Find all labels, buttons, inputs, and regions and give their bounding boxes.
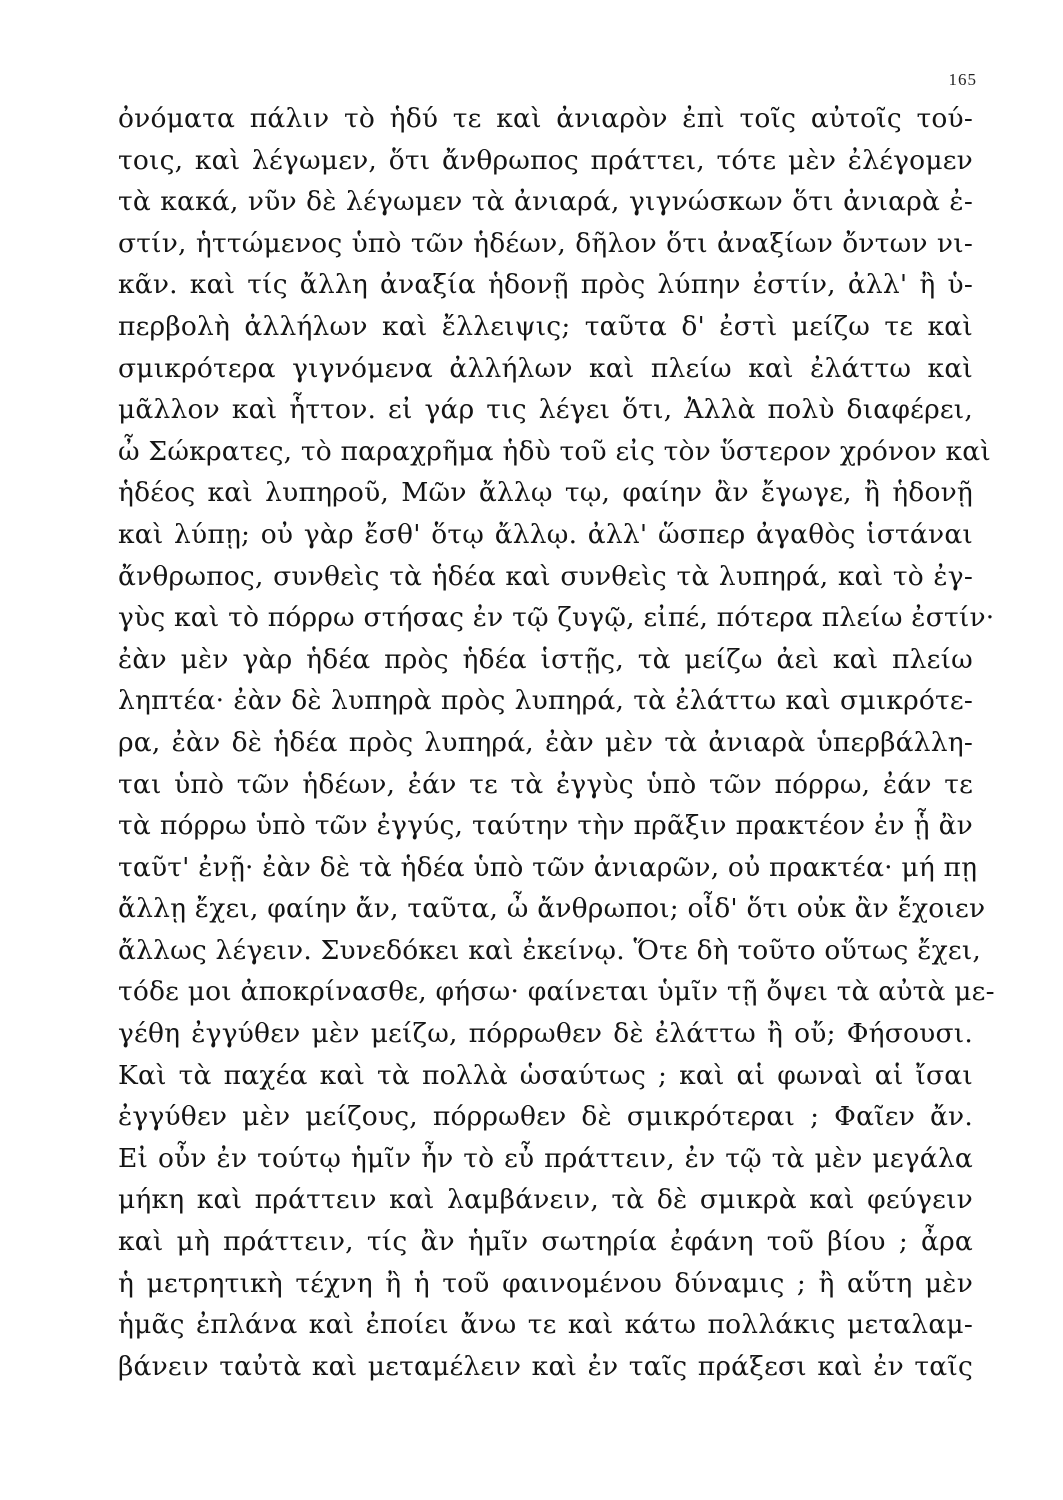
text-line: κᾶν. καὶ τίς ἄλλη ἀναξία ἡδονῇ πρὸς λύπην ἐστίν, ἀλλ' ἢ ὑ-: [118, 269, 973, 301]
text-line: γέθη ἐγγύθεν μὲν μείζω, πόρρωθεν δὲ ἐλάττω ἢ οὔ; Φήσουσι.: [118, 1018, 973, 1050]
text-line: τοις, καὶ λέγωμεν, ὅτι ἄνθρωπος πράττει, τότε μὲν ἐλέγομεν: [118, 144, 973, 176]
text-line: Καὶ τὰ παχέα καὶ τὰ πολλὰ ὡσαύτως ; καὶ αἱ φωναὶ αἱ ἴσαι: [118, 1059, 973, 1091]
text-line: ἄλλως λέγειν. Συνεδόκει καὶ ἐκείνῳ. Ὅτε δὴ τοῦτο οὕτως ἔχει,: [118, 934, 982, 966]
text-line: βάνειν ταὐτὰ καὶ μεταμέλειν καὶ ἐν ταῖς πράξεσι καὶ ἐν ταῖς: [118, 1350, 973, 1382]
text-line: τὰ πόρρω ὑπὸ τῶν ἐγγύς, ταύτην τὴν πρᾶξιν πρακτέον ἐν ᾗ ἂν: [118, 810, 973, 842]
text-line: μήκη καὶ πράττειν καὶ λαμβάνειν, τὰ δὲ σμικρὰ καὶ φεύγειν: [118, 1184, 973, 1216]
text-line: ταῦτ' ἐνῇ· ἐὰν δὲ τὰ ἡδέα ὑπὸ τῶν ἀνιαρῶν, οὐ πρακτέα· μή πῃ: [118, 851, 978, 883]
text-line: ἄλλῃ ἔχει, φαίην ἄν, ταῦτα, ὦ ἄνθρωποι; οἶδ' ὅτι οὐκ ἂν ἔχοιεν: [118, 893, 986, 925]
text-line: τόδε μοι ἀποκρίνασθε, φήσω· φαίνεται ὑμῖν τῇ ὄψει τὰ αὐτὰ με-: [118, 976, 995, 1008]
page-number: 165: [948, 70, 977, 89]
text-line: καὶ λύπῃ; οὐ γὰρ ἔσθ' ὅτῳ ἄλλῳ. ἀλλ' ὥσπερ ἀγαθὸς ἱστάναι: [118, 518, 973, 550]
text-line: ὦ Σώκρατες, τὸ παραχρῆμα ἡδὺ τοῦ εἰς τὸν ὕστερον χρόνον καὶ: [118, 435, 991, 467]
text-line: ἄνθρωπος, συνθεὶς τὰ ἡδέα καὶ συνθεὶς τὰ λυπηρά, καὶ τὸ ἐγ-: [118, 560, 973, 592]
text-line: ται ὑπὸ τῶν ἡδέων, ἐάν τε τὰ ἐγγὺς ὑπὸ τῶν πόρρω, ἐάν τε: [118, 768, 973, 800]
text-line: ληπτέα· ἐὰν δὲ λυπηρὰ πρὸς λυπηρά, τὰ ἐλάττω καὶ σμικρότε-: [118, 685, 973, 717]
greek-text-body: [118, 98, 995, 1387]
text-line: ἡ μετρητικὴ τέχνη ἢ ἡ τοῦ φαινομένου δύναμις ; ἢ αὕτη μὲν: [118, 1267, 973, 1299]
text-line: γὺς καὶ τὸ πόρρω στήσας ἐν τῷ ζυγῷ, εἰπέ, πότερα πλείω ἐστίν·: [118, 602, 995, 634]
text-line: τὰ κακά, νῦν δὲ λέγωμεν τὰ ἀνιαρά, γιγνώσκων ὅτι ἀνιαρὰ ἐ-: [118, 186, 973, 218]
text-line: καὶ μὴ πράττειν, τίς ἂν ἡμῖν σωτηρία ἐφάνη τοῦ βίου ; ἆρα: [118, 1226, 973, 1258]
text-line: ρα, ἐὰν δὲ ἡδέα πρὸς λυπηρά, ἐὰν μὲν τὰ ἀνιαρὰ ὑπερβάλλη-: [118, 726, 973, 758]
text-line: στίν, ἡττώμενος ὑπὸ τῶν ἡδέων, δῆλον ὅτι ἀναξίων ὄντων νι-: [118, 227, 973, 259]
text-line: ἐὰν μὲν γὰρ ἡδέα πρὸς ἡδέα ἱστῇς, τὰ μείζω ἀεὶ καὶ πλείω: [118, 643, 973, 675]
text-line: ὀνόματα πάλιν τὸ ἡδύ τε καὶ ἀνιαρὸν ἐπὶ τοῖς αὐτοῖς τού-: [118, 103, 973, 134]
text-line: μᾶλλον καὶ ἧττον. εἰ γάρ τις λέγει ὅτι, Ἀλλὰ πολὺ διαφέρει,: [118, 394, 973, 426]
text-line: ἡδέος καὶ λυπηροῦ, Μῶν ἄλλῳ τῳ, φαίην ἂν ἔγωγε, ἢ ἡδονῇ: [118, 477, 973, 509]
text-line: Εἰ οὖν ἐν τούτῳ ἡμῖν ἦν τὸ εὖ πράττειν, ἐν τῷ τὰ μὲν μεγάλα: [118, 1142, 973, 1174]
text-line: ἡμᾶς ἐπλάνα καὶ ἐποίει ἄνω τε καὶ κάτω πολλάκις μεταλαμ-: [118, 1309, 973, 1341]
text-line: ἐγγύθεν μὲν μείζους, πόρρωθεν δὲ σμικρότεραι ; Φαῖεν ἄν.: [118, 1101, 973, 1133]
text-line: σμικρότερα γιγνόμενα ἀλλήλων καὶ πλείω καὶ ἐλάττω καὶ: [118, 352, 973, 384]
text-line: περβολὴ ἀλλήλων καὶ ἔλλειψις; ταῦτα δ' ἐστὶ μείζω τε καὶ: [118, 310, 973, 342]
